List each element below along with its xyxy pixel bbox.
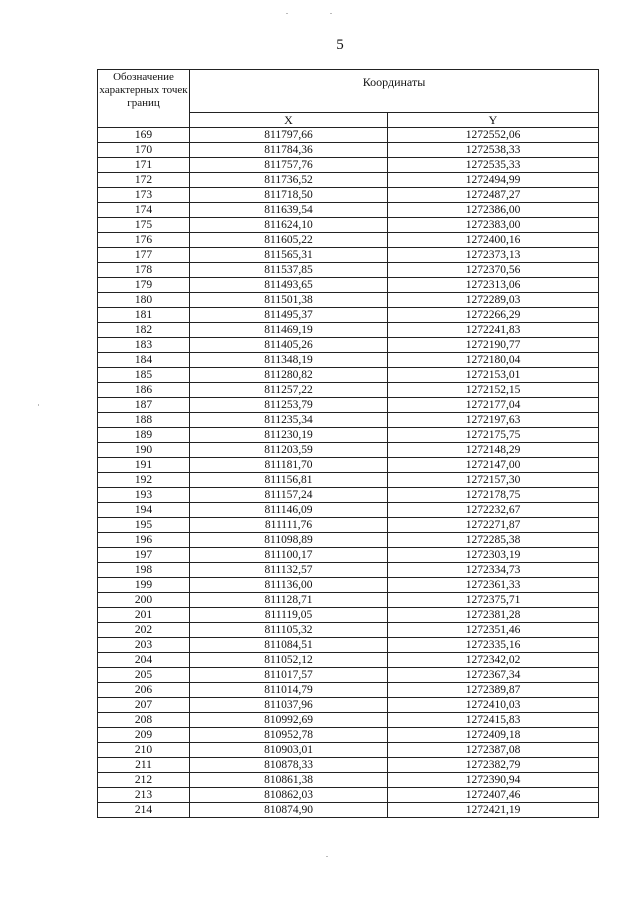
cell-x: 811111,76 [190, 518, 388, 533]
cell-x: 811736,52 [190, 173, 388, 188]
cell-point: 201 [98, 608, 190, 623]
table-row [98, 743, 599, 758]
cell-y: 1272271,87 [388, 518, 599, 533]
cell-x: 811203,59 [190, 443, 388, 458]
cell-x: 811495,37 [190, 308, 388, 323]
cell-y: 1272409,18 [388, 728, 599, 743]
table-row [98, 233, 599, 248]
cell-x: 811098,89 [190, 533, 388, 548]
cell-point: 178 [98, 263, 190, 278]
cell-y: 1272153,01 [388, 368, 599, 383]
cell-y: 1272382,79 [388, 758, 599, 773]
cell-y: 1272152,15 [388, 383, 599, 398]
cell-point: 172 [98, 173, 190, 188]
cell-x: 811253,79 [190, 398, 388, 413]
cell-point: 212 [98, 773, 190, 788]
table-row [98, 413, 599, 428]
table-row [98, 458, 599, 473]
cell-y: 1272421,19 [388, 803, 599, 818]
cell-y: 1272334,73 [388, 563, 599, 578]
cell-point: 182 [98, 323, 190, 338]
cell-y: 1272375,71 [388, 593, 599, 608]
cell-point: 197 [98, 548, 190, 563]
cell-point: 171 [98, 158, 190, 173]
cell-x: 811757,76 [190, 158, 388, 173]
cell-point: 194 [98, 503, 190, 518]
table-row [98, 398, 599, 413]
cell-point: 173 [98, 188, 190, 203]
cell-x: 810992,69 [190, 713, 388, 728]
cell-point: 202 [98, 623, 190, 638]
table-row [98, 443, 599, 458]
cell-point: 193 [98, 488, 190, 503]
table-row [98, 488, 599, 503]
cell-x: 811157,24 [190, 488, 388, 503]
cell-y: 1272180,04 [388, 353, 599, 368]
cell-point: 213 [98, 788, 190, 803]
cell-y: 1272552,06 [388, 128, 599, 143]
cell-point: 175 [98, 218, 190, 233]
cell-x: 811132,57 [190, 563, 388, 578]
cell-point: 199 [98, 578, 190, 593]
cell-point: 183 [98, 338, 190, 353]
cell-y: 1272335,16 [388, 638, 599, 653]
cell-point: 208 [98, 713, 190, 728]
cell-point: 177 [98, 248, 190, 263]
table-row [98, 368, 599, 383]
cell-point: 192 [98, 473, 190, 488]
table-row [98, 158, 599, 173]
cell-x: 811784,36 [190, 143, 388, 158]
table-row [98, 188, 599, 203]
cell-x: 811405,26 [190, 338, 388, 353]
table-row [98, 803, 599, 818]
cell-x: 810861,38 [190, 773, 388, 788]
table-row [98, 668, 599, 683]
cell-x: 811136,00 [190, 578, 388, 593]
table-row [98, 308, 599, 323]
table-row [98, 263, 599, 278]
cell-point: 198 [98, 563, 190, 578]
header-row-top [98, 70, 599, 113]
table-row [98, 338, 599, 353]
cell-y: 1272494,99 [388, 173, 599, 188]
cell-point: 180 [98, 293, 190, 308]
scan-speck [286, 13, 288, 14]
cell-point: 195 [98, 518, 190, 533]
cell-point: 188 [98, 413, 190, 428]
cell-x: 811119,05 [190, 608, 388, 623]
cell-x: 811084,51 [190, 638, 388, 653]
cell-y: 1272175,75 [388, 428, 599, 443]
cell-y: 1272241,83 [388, 323, 599, 338]
cell-y: 1272351,46 [388, 623, 599, 638]
table-row [98, 428, 599, 443]
cell-y: 1272538,33 [388, 143, 599, 158]
cell-x: 811181,70 [190, 458, 388, 473]
cell-x: 811797,66 [190, 128, 388, 143]
cell-y: 1272197,63 [388, 413, 599, 428]
table-row [98, 383, 599, 398]
cell-x: 810874,90 [190, 803, 388, 818]
cell-point: 214 [98, 803, 190, 818]
cell-x: 811718,50 [190, 188, 388, 203]
table-row [98, 173, 599, 188]
header-point-designation: Обозначение характерных точек границ [98, 70, 190, 128]
table-row [98, 503, 599, 518]
table-row [98, 473, 599, 488]
cell-x: 811624,10 [190, 218, 388, 233]
cell-y: 1272232,67 [388, 503, 599, 518]
cell-point: 205 [98, 668, 190, 683]
cell-point: 203 [98, 638, 190, 653]
scan-speck [326, 856, 328, 857]
cell-x: 811501,38 [190, 293, 388, 308]
cell-y: 1272415,83 [388, 713, 599, 728]
table-row [98, 683, 599, 698]
cell-x: 811100,17 [190, 548, 388, 563]
cell-x: 811280,82 [190, 368, 388, 383]
cell-point: 200 [98, 593, 190, 608]
cell-y: 1272157,30 [388, 473, 599, 488]
cell-y: 1272190,77 [388, 338, 599, 353]
cell-y: 1272407,46 [388, 788, 599, 803]
table-row [98, 353, 599, 368]
table-row [98, 518, 599, 533]
table-row [98, 713, 599, 728]
table-row [98, 698, 599, 713]
table-row [98, 248, 599, 263]
cell-point: 187 [98, 398, 190, 413]
table-row [98, 728, 599, 743]
header-x: X [190, 113, 388, 128]
cell-point: 209 [98, 728, 190, 743]
table-row [98, 623, 599, 638]
cell-point: 210 [98, 743, 190, 758]
table-row [98, 548, 599, 563]
table-row [98, 788, 599, 803]
cell-point: 207 [98, 698, 190, 713]
cell-point: 206 [98, 683, 190, 698]
cell-x: 811348,19 [190, 353, 388, 368]
cell-x: 810862,03 [190, 788, 388, 803]
cell-point: 189 [98, 428, 190, 443]
cell-x: 810878,33 [190, 758, 388, 773]
cell-y: 1272487,27 [388, 188, 599, 203]
cell-x: 811257,22 [190, 383, 388, 398]
table-row [98, 593, 599, 608]
cell-point: 170 [98, 143, 190, 158]
coordinates-table [97, 69, 599, 818]
cell-x: 811014,79 [190, 683, 388, 698]
cell-point: 185 [98, 368, 190, 383]
cell-x: 811235,34 [190, 413, 388, 428]
cell-point: 184 [98, 353, 190, 368]
cell-point: 191 [98, 458, 190, 473]
cell-y: 1272285,38 [388, 533, 599, 548]
table-row [98, 653, 599, 668]
table-row [98, 773, 599, 788]
cell-x: 811037,96 [190, 698, 388, 713]
cell-point: 211 [98, 758, 190, 773]
table-row [98, 533, 599, 548]
cell-y: 1272410,03 [388, 698, 599, 713]
cell-x: 811537,85 [190, 263, 388, 278]
table-row [98, 203, 599, 218]
cell-x: 811493,65 [190, 278, 388, 293]
scan-speck [330, 13, 332, 14]
cell-y: 1272361,33 [388, 578, 599, 593]
cell-point: 190 [98, 443, 190, 458]
table-body [98, 128, 599, 818]
cell-point: 179 [98, 278, 190, 293]
table-row [98, 608, 599, 623]
table-row [98, 638, 599, 653]
cell-y: 1272289,03 [388, 293, 599, 308]
cell-y: 1272389,87 [388, 683, 599, 698]
cell-y: 1272303,19 [388, 548, 599, 563]
table-header [98, 70, 599, 128]
cell-point: 176 [98, 233, 190, 248]
cell-y: 1272386,00 [388, 203, 599, 218]
table-row [98, 758, 599, 773]
table-row [98, 578, 599, 593]
cell-y: 1272373,13 [388, 248, 599, 263]
cell-x: 811146,09 [190, 503, 388, 518]
cell-y: 1272381,28 [388, 608, 599, 623]
cell-point: 186 [98, 383, 190, 398]
cell-point: 181 [98, 308, 190, 323]
cell-x: 811230,19 [190, 428, 388, 443]
cell-y: 1272313,06 [388, 278, 599, 293]
cell-point: 169 [98, 128, 190, 143]
cell-y: 1272177,04 [388, 398, 599, 413]
cell-x: 811017,57 [190, 668, 388, 683]
cell-point: 174 [98, 203, 190, 218]
table-row [98, 143, 599, 158]
table-row [98, 278, 599, 293]
cell-x: 811128,71 [190, 593, 388, 608]
cell-y: 1272535,33 [388, 158, 599, 173]
cell-y: 1272387,08 [388, 743, 599, 758]
cell-x: 811156,81 [190, 473, 388, 488]
cell-y: 1272383,00 [388, 218, 599, 233]
header-coordinates: Координаты [190, 70, 599, 113]
cell-x: 811565,31 [190, 248, 388, 263]
header-y: Y [388, 113, 599, 128]
cell-x: 811105,32 [190, 623, 388, 638]
cell-y: 1272367,34 [388, 668, 599, 683]
cell-x: 811639,54 [190, 203, 388, 218]
cell-y: 1272390,94 [388, 773, 599, 788]
table-row [98, 563, 599, 578]
table-row [98, 218, 599, 233]
cell-x: 811052,12 [190, 653, 388, 668]
cell-point: 204 [98, 653, 190, 668]
page-number: 5 [336, 37, 344, 53]
cell-x: 811469,19 [190, 323, 388, 338]
cell-x: 811605,22 [190, 233, 388, 248]
cell-point: 196 [98, 533, 190, 548]
cell-y: 1272147,00 [388, 458, 599, 473]
cell-y: 1272178,75 [388, 488, 599, 503]
cell-y: 1272266,29 [388, 308, 599, 323]
cell-x: 810903,01 [190, 743, 388, 758]
table-row [98, 323, 599, 338]
table-row [98, 293, 599, 308]
cell-y: 1272342,02 [388, 653, 599, 668]
cell-y: 1272370,56 [388, 263, 599, 278]
cell-y: 1272148,29 [388, 443, 599, 458]
scan-speck [38, 404, 39, 406]
table-row [98, 128, 599, 143]
cell-x: 810952,78 [190, 728, 388, 743]
cell-y: 1272400,16 [388, 233, 599, 248]
